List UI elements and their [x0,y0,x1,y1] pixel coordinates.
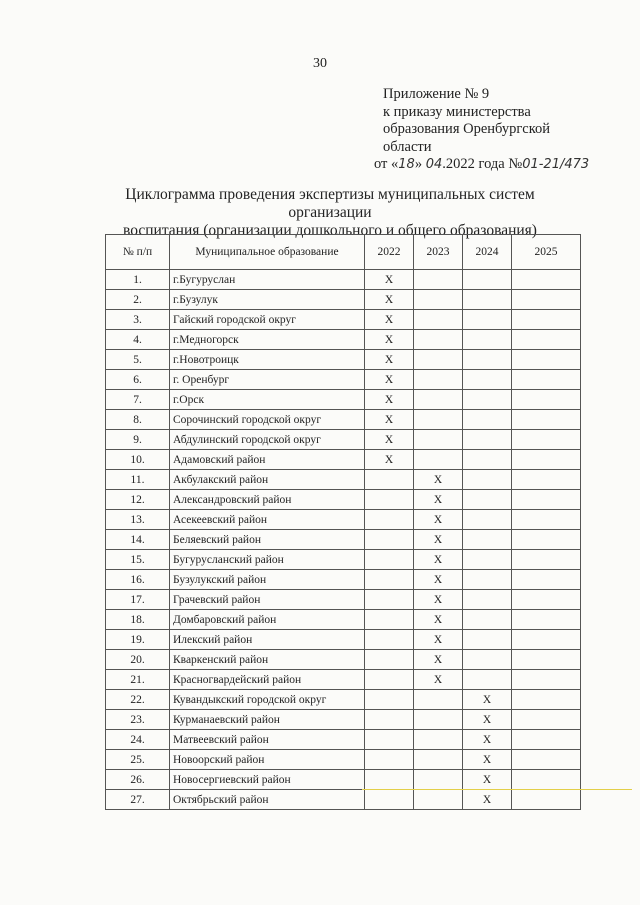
cell-2023: X [414,470,463,490]
cell-2023 [414,350,463,370]
cell-2022 [365,670,414,690]
municipality-name: Матвеевский район [170,730,365,750]
table-row [106,790,581,810]
table-row [106,470,581,490]
cell-2022: X [365,290,414,310]
municipality-name: г.Орск [170,390,365,410]
row-number: 13. [106,510,170,530]
cell-2025 [512,570,581,590]
cell-2022 [365,790,414,810]
date-mid: » [414,156,423,172]
cell-2022: X [365,270,414,290]
cell-2025 [512,710,581,730]
order-date-line [374,156,589,174]
date-year: .2022 года № [442,156,523,172]
municipality-name: г.Бугуруслан [170,270,365,290]
table-row [106,270,581,290]
cell-2024 [463,310,512,330]
municipality-name: г.Бузулук [170,290,365,310]
cell-2024: X [463,710,512,730]
row-number: 23. [106,710,170,730]
cell-2022 [365,490,414,510]
appendix-line-1: Приложение № 9 [383,86,490,102]
cell-2022: X [365,310,414,330]
row-number: 15. [106,550,170,570]
municipality-name: Абдулинский городской округ [170,430,365,450]
municipality-name: Октябрьский район [170,790,365,810]
cell-2022 [365,570,414,590]
cell-2023 [414,430,463,450]
cell-2025 [512,470,581,490]
cell-2024 [463,510,512,530]
municipality-name: Красногвардейский район [170,670,365,690]
table-row [106,450,581,470]
cell-2022 [365,610,414,630]
cell-2025 [512,750,581,770]
cell-2023: X [414,670,463,690]
cell-2023 [414,710,463,730]
cell-2022 [365,730,414,750]
page-number: 30 [313,56,327,71]
row-number: 4. [106,330,170,350]
cell-2025 [512,530,581,550]
cell-2024 [463,530,512,550]
table-row [106,770,581,790]
cell-2025 [512,550,581,570]
municipality-name: г.Новотроицк [170,350,365,370]
municipality-name: Илекский район [170,630,365,650]
cell-2022 [365,510,414,530]
appendix-line-4: области [383,138,432,155]
cell-2023 [414,410,463,430]
cell-2024 [463,330,512,350]
municipality-name: Грачевский район [170,590,365,610]
cell-2024 [463,670,512,690]
cell-2024 [463,470,512,490]
table-row [106,370,581,390]
row-number: 19. [106,630,170,650]
table-row [106,410,581,430]
cell-2025 [512,430,581,450]
municipality-name: Александровский район [170,490,365,510]
cell-2022: X [365,430,414,450]
cell-2024: X [463,790,512,810]
cell-2023 [414,370,463,390]
cell-2022 [365,650,414,670]
table-row [106,310,581,330]
row-number: 5. [106,350,170,370]
cell-2024 [463,370,512,390]
header-2023: 2023 [414,235,463,270]
row-number: 18. [106,610,170,630]
cell-2025 [512,770,581,790]
cell-2025 [512,330,581,350]
cell-2023: X [414,650,463,670]
municipality-name: Акбулакский район [170,470,365,490]
table-row [106,690,581,710]
cell-2023 [414,690,463,710]
cell-2024: X [463,730,512,750]
cell-2024 [463,450,512,470]
municipality-name: Новосергиевский район [170,770,365,790]
cell-2024 [463,650,512,670]
cell-2023: X [414,490,463,510]
table-row [106,670,581,690]
cell-2025 [512,670,581,690]
table-row [106,730,581,750]
municipality-name: Бузулукский район [170,570,365,590]
cell-2022: X [365,410,414,430]
cell-2023: X [414,570,463,590]
highlighter-stroke [362,789,632,790]
municipality-name: Сорочинский городской округ [170,410,365,430]
cell-2023: X [414,590,463,610]
cell-2022: X [365,390,414,410]
cell-2022: X [365,350,414,370]
cell-2024 [463,390,512,410]
municipality-name: Асекеевский район [170,510,365,530]
row-number: 2. [106,290,170,310]
table-row [106,330,581,350]
municipality-name: Новоорский район [170,750,365,770]
table-row [106,750,581,770]
table-row [106,710,581,730]
row-number: 12. [106,490,170,510]
date-prefix: от « [374,156,399,172]
cell-2023 [414,750,463,770]
cell-2024: X [463,750,512,770]
row-number: 11. [106,470,170,490]
table-row [106,610,581,630]
cell-2025 [512,730,581,750]
cell-2025 [512,630,581,650]
table-body [106,270,581,810]
cell-2022: X [365,370,414,390]
row-number: 16. [106,570,170,590]
cell-2023 [414,310,463,330]
table-header-row [106,235,581,270]
row-number: 3. [106,310,170,330]
cell-2024 [463,410,512,430]
cell-2023: X [414,530,463,550]
cell-2024 [463,550,512,570]
cell-2025 [512,510,581,530]
cell-2025 [512,370,581,390]
appendix-line-3: образования Оренбургской [383,121,551,137]
cell-2022 [365,530,414,550]
table-row [106,430,581,450]
cell-2022 [365,710,414,730]
row-number: 10. [106,450,170,470]
cell-2023 [414,330,463,350]
row-number: 1. [106,270,170,290]
cell-2022 [365,470,414,490]
document-title [90,186,570,240]
cell-2025 [512,590,581,610]
header-2024: 2024 [463,235,512,270]
cell-2025 [512,290,581,310]
row-number: 26. [106,770,170,790]
cell-2024 [463,290,512,310]
cell-2022: X [365,330,414,350]
appendix-block [374,86,590,174]
cell-2022 [365,690,414,710]
cell-2024: X [463,770,512,790]
municipality-name: Гайский городской округ [170,310,365,330]
municipality-name: Домбаровский район [170,610,365,630]
cell-2025 [512,650,581,670]
table-row [106,530,581,550]
cell-2024 [463,590,512,610]
cell-2022 [365,590,414,610]
municipality-name: Адамовский район [170,450,365,470]
cell-2025 [512,490,581,510]
title-line-2: воспитания (организации дошкольного и общего образования) [123,222,537,239]
table-row [106,290,581,310]
table-row [106,650,581,670]
cell-2024 [463,430,512,450]
cell-2023 [414,450,463,470]
table-row [106,510,581,530]
date-day: 18 [398,157,415,172]
cell-2023: X [414,550,463,570]
row-number: 9. [106,430,170,450]
municipality-name: Кваркенский район [170,650,365,670]
table-row [106,570,581,590]
cell-2024 [463,490,512,510]
cell-2025 [512,610,581,630]
cell-2023 [414,770,463,790]
header-2022: 2022 [365,235,414,270]
row-number: 22. [106,690,170,710]
cell-2024 [463,350,512,370]
cell-2025 [512,270,581,290]
table-row [106,390,581,410]
cell-2023 [414,790,463,810]
cell-2024 [463,270,512,290]
cell-2023 [414,270,463,290]
row-number: 6. [106,370,170,390]
header-2025: 2025 [512,235,581,270]
schedule-table [105,234,581,810]
cell-2024 [463,610,512,630]
cell-2025 [512,390,581,410]
cell-2022 [365,550,414,570]
row-number: 17. [106,590,170,610]
municipality-name: г. Оренбург [170,370,365,390]
row-number: 14. [106,530,170,550]
row-number: 27. [106,790,170,810]
table-row [106,590,581,610]
cell-2024: X [463,690,512,710]
row-number: 21. [106,670,170,690]
table-row [106,550,581,570]
date-month: 04 [425,157,443,172]
row-number: 25. [106,750,170,770]
title-line-1: Циклограмма проведения экспертизы муниципальных систем организации [125,186,535,221]
header-number: № п/п [106,235,170,270]
row-number: 20. [106,650,170,670]
cell-2023 [414,390,463,410]
row-number: 7. [106,390,170,410]
cell-2024 [463,570,512,590]
row-number: 24. [106,730,170,750]
cell-2023 [414,730,463,750]
cell-2023 [414,290,463,310]
cell-2022 [365,750,414,770]
order-number: 01-21/473 [522,157,590,172]
municipality-name: Курманаевский район [170,710,365,730]
cell-2024 [463,630,512,650]
municipality-name: Кувандыкский городской округ [170,690,365,710]
cell-2023: X [414,610,463,630]
municipality-name: г.Медногорск [170,330,365,350]
appendix-line-2: к приказу министерства [383,103,531,120]
cell-2025 [512,450,581,470]
cell-2022 [365,630,414,650]
row-number: 8. [106,410,170,430]
cell-2023: X [414,630,463,650]
cell-2025 [512,790,581,810]
cell-2022: X [365,450,414,470]
cell-2025 [512,410,581,430]
cell-2025 [512,310,581,330]
table-row [106,630,581,650]
table-row [106,490,581,510]
cell-2025 [512,350,581,370]
table-row [106,350,581,370]
cell-2025 [512,690,581,710]
municipality-name: Беляевский район [170,530,365,550]
cell-2023: X [414,510,463,530]
municipality-name: Бугурусланский район [170,550,365,570]
cell-2022 [365,770,414,790]
header-municipality: Муниципальное образование [170,235,365,270]
